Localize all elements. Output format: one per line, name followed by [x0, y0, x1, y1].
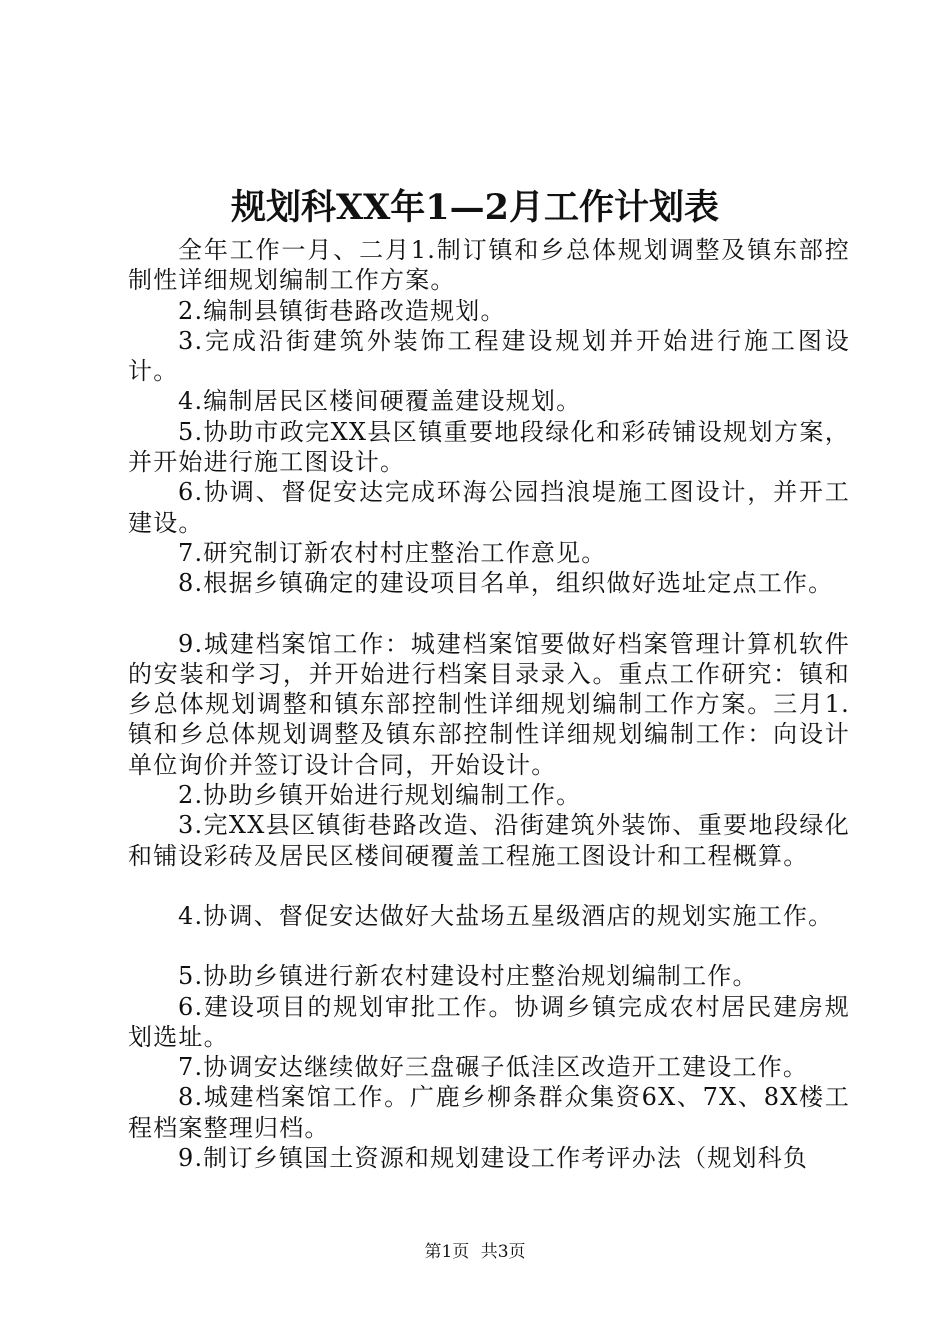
- document-title: 规划科XX年1—2月工作计划表: [230, 187, 720, 228]
- paragraph: 2.编制县镇街巷路改造规划。: [178, 296, 506, 325]
- page-number-total: 共3页: [480, 1242, 526, 1262]
- paragraph: 6.协调、督促安达完成环海公园挡浪堤施工图设计，并开工建设。: [128, 478, 850, 537]
- paragraph: 2.协助乡镇开始进行规划编制工作。: [178, 781, 582, 810]
- paragraph: 3.完成沿街建筑外装饰工程建设规划并开始进行施工图设计。: [128, 326, 850, 386]
- page-number-current: 第1页: [424, 1242, 470, 1262]
- paragraph-spacer: [128, 931, 850, 961]
- paragraph: 3.完XX县区镇街巷路改造、沿街建筑外装饰、重要地段绿化和铺设彩砖及居民区楼间硬覆盖工程施工图设计和工程概算。: [128, 811, 850, 870]
- paragraph: 4.协调、督促安达做好大盐场五星级酒店的规划实施工作。: [178, 901, 834, 930]
- document-body: [128, 235, 850, 1173]
- paragraph: 全年工作一月、二月1.制订镇和乡总体规划调整及镇东部控制性详细规划编制工作方案。: [128, 236, 850, 295]
- paragraph: 7.研究制订新农村村庄整治工作意见。: [178, 538, 607, 567]
- paragraph: 4.编制居民区楼间硬覆盖建设规划。: [178, 387, 582, 416]
- paragraph-spacer: [128, 871, 850, 901]
- paragraph: 8.城建档案馆工作。广鹿乡柳条群众集资6X、7X、8X楼工程档案整理归档。: [128, 1083, 850, 1142]
- paragraph: 7.协调安达继续做好三盘碾子低洼区改造开工建设工作。: [178, 1053, 809, 1082]
- paragraph: 9.城建档案馆工作：城建档案馆要做好档案管理计算机软件的安装和学习，并开始进行档案目录录入。重点工作研究：镇和乡总体规划调整和镇东部控制性详细规划编制工作方案。三月1.镇和乡总体规划调整及镇东部控制性详细规划编制工作：向设计单位询价并签订设计合同，开始设计。: [128, 629, 850, 779]
- paragraph-spacer: [128, 599, 850, 629]
- paragraph: 5.协助市政完XX县区镇重要地段绿化和彩砖铺设规划方案，并开始进行施工图设计。: [128, 417, 850, 477]
- paragraph: 6.建设项目的规划审批工作。协调乡镇完成农村居民建房规划选址。: [128, 992, 850, 1051]
- paragraph: 8.根据乡镇确定的建设项目名单，组织做好选址定点工作。: [178, 569, 834, 598]
- paragraph: 5.协助乡镇进行新农村建设村庄整治规划编制工作。: [178, 962, 758, 991]
- page-footer: [0, 1240, 950, 1264]
- paragraph: 9.制订乡镇国土资源和规划建设工作考评办法（规划科负: [178, 1144, 809, 1173]
